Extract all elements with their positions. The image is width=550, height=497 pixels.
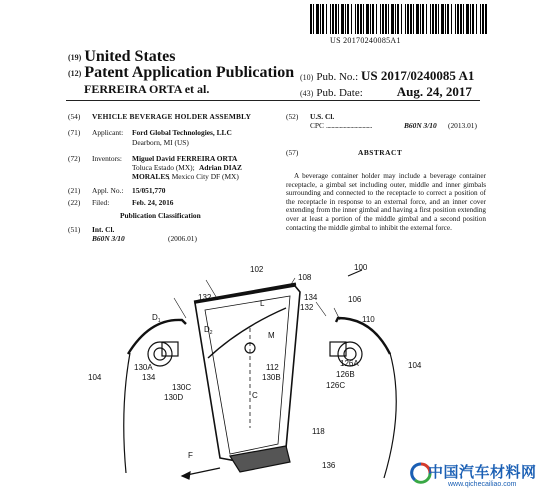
inventor-1-location: Toluca Estado (MX); [132, 163, 195, 172]
label-L: L [260, 299, 265, 308]
barcode-bar [445, 4, 446, 34]
barcode-bar [360, 4, 362, 34]
pubno-line [300, 68, 474, 84]
cpc-year: (2013.01) [448, 121, 477, 130]
cpc-dots: .................................. [326, 121, 372, 130]
barcode-bar [441, 4, 444, 34]
pubno-value: US 2017/0240085 A1 [360, 68, 475, 83]
barcode-bar [388, 4, 389, 34]
uscl-field [286, 112, 486, 132]
appl-no-field [68, 186, 268, 196]
intcl-field [68, 225, 268, 245]
label-108: 108 [298, 273, 312, 282]
barcode-bar [457, 4, 459, 34]
barcode-bar [347, 4, 349, 34]
barcode-bar [432, 4, 434, 34]
cpc-code: B60N 3/10 [404, 121, 437, 130]
barcode-bar [385, 4, 387, 34]
applicant-field [68, 128, 268, 148]
pubtype-name: Patent Application Publication [84, 64, 295, 81]
barcode-bar [447, 4, 449, 34]
panel-right-104 [384, 353, 396, 478]
applicant-tag: (71) [68, 128, 81, 137]
pubdate-line [300, 84, 472, 100]
inventors-field [68, 154, 278, 184]
label-134-left: 134 [142, 373, 156, 382]
filed-label: Filed: [92, 198, 110, 207]
cpc-label: CPC [310, 121, 324, 130]
barcode-bar [413, 4, 414, 34]
patent-figure [90, 258, 470, 486]
intcl-year: (2006.01) [168, 234, 197, 243]
label-134-top: 134 [304, 293, 318, 302]
intcl-label: Int. Cl. [92, 225, 115, 234]
header-rule [66, 100, 480, 101]
receptacle-cup [195, 286, 300, 462]
uscl-tag: (52) [286, 112, 299, 121]
label-130C: 130C [172, 383, 192, 392]
gimbal-left-inner [154, 348, 166, 360]
barcode-bar [335, 4, 337, 34]
label-130D: 130D [164, 393, 184, 402]
pubdate-value: Aug. 24, 2017 [396, 84, 472, 99]
label-D2: $D_2$ [204, 325, 213, 336]
applicant-name: Ford Global Technologies, LLC [132, 128, 232, 137]
label-104-left: 104 [88, 373, 102, 382]
barcode-bar [382, 4, 384, 34]
barcode-bar [357, 4, 359, 34]
appl-value: 15/051,770 [132, 186, 166, 195]
label-104-right: 104 [408, 361, 422, 370]
title-field [68, 112, 268, 122]
barcode-bar [316, 4, 319, 34]
barcode-bar [472, 4, 474, 34]
force-arrowhead [182, 472, 190, 479]
barcode [310, 4, 488, 34]
intcl-tag: (51) [68, 225, 81, 234]
title-tag: (54) [68, 112, 81, 121]
uscl-label: U.S. Cl. [310, 112, 335, 121]
label-132-right: 132 [300, 303, 314, 312]
barcode-bar [380, 4, 381, 34]
label-118: 118 [312, 427, 325, 436]
barcode-bar [407, 4, 409, 34]
barcode-bar [355, 4, 356, 34]
barcode-bar [310, 4, 312, 34]
barcode-bar [322, 4, 324, 34]
barcode-bar [435, 4, 437, 34]
barcode-bar [485, 4, 487, 34]
barcode-bar [455, 4, 456, 34]
barcode-bar [313, 4, 314, 34]
barcode-bar [460, 4, 462, 34]
pubno-label: Pub. No.: [316, 71, 359, 83]
abstract-text: A beverage container holder may include a beverage container receptacle, a gimbal set including outer, middle and inner gimbals surrounding and connected to the receptacle to correct a position of the receptacle in response to an external force, and an inner cover extending from the inner gimbal and having a first position extending over at least a portion of the middle gimbal and a second position contacting the middle gimbal to inhibit the external force. [286, 172, 487, 232]
barcode-bar [363, 4, 364, 34]
invention-title: VEHICLE BEVERAGE HOLDER ASSEMBLY [92, 112, 252, 121]
barcode-bar [397, 4, 399, 34]
classification-heading: Publication Classification [120, 211, 201, 220]
base-weight [230, 446, 290, 472]
barcode-bar [345, 4, 346, 34]
label-130A: 130A [134, 363, 153, 372]
barcode-bar [451, 4, 452, 34]
label-100: 100 [354, 263, 368, 272]
barcode-bar [426, 4, 427, 34]
inventor-2-location: , Mexico City DF (MX) [168, 172, 239, 181]
label-136: 136 [322, 461, 336, 470]
inventor-1-name: Miguel David FERREIRA ORTA [132, 154, 238, 163]
barcode-bar [338, 4, 339, 34]
barcode-bar [422, 4, 424, 34]
filed-tag: (22) [68, 198, 81, 207]
appl-tag: (21) [68, 186, 81, 195]
applicant-label: Applicant: [92, 128, 124, 137]
applicant-city: Dearborn, MI (US) [132, 138, 189, 147]
intcl-code: B60N 3/10 [92, 234, 125, 243]
barcode-bar [370, 4, 371, 34]
pubdate-label: Pub. Date: [316, 87, 363, 99]
label-126B: 126B [336, 370, 355, 379]
country-tag: (19) [68, 52, 82, 62]
barcode-bar [341, 4, 344, 34]
barcode-bar [416, 4, 419, 34]
barcode-bar [405, 4, 406, 34]
barcode-bar [430, 4, 431, 34]
label-106: 106 [348, 295, 362, 304]
barcode-bar [330, 4, 331, 34]
inventor-short: FERREIRA ORTA et al. [84, 82, 210, 96]
label-130B: 130B [262, 373, 281, 382]
pubdate-tag: (43) [300, 88, 314, 98]
barcode-bar [420, 4, 421, 34]
label-126A: 126A [340, 359, 359, 368]
barcode-bar [351, 4, 352, 34]
inventor-2-name-cont: MORALES [132, 172, 170, 181]
barcode-bar [372, 4, 374, 34]
label-132-left: 132 [198, 293, 212, 302]
panel-left-104 [124, 353, 130, 473]
country-name: United States [84, 48, 176, 65]
barcode-bar [482, 4, 484, 34]
label-D1: $D_1$ [152, 313, 161, 324]
watermark-url: www.qichecailiao.com [448, 481, 517, 488]
pubno-tag: (10) [300, 72, 314, 82]
barcode-bar [376, 4, 377, 34]
barcode-bar [326, 4, 327, 34]
label-126C: 126C [326, 381, 346, 390]
barcode-bar [470, 4, 471, 34]
barcode-bar [466, 4, 469, 34]
site-watermark [410, 458, 550, 497]
barcode-bar [476, 4, 477, 34]
barcode-bar [401, 4, 402, 34]
filed-value: Feb. 24, 2016 [132, 198, 174, 207]
barcode-bar [480, 4, 481, 34]
abstract-heading: ABSTRACT [358, 148, 403, 157]
barcode-bar [391, 4, 394, 34]
abstract-tag: (57) [286, 148, 299, 157]
label-102: 102 [250, 265, 264, 274]
watermark-cn-text: 中国汽车材料网 [428, 463, 537, 481]
label-F: F [188, 451, 193, 460]
gimbal-left-block [162, 342, 178, 356]
label-M: M [268, 331, 275, 340]
pubtype-line [68, 64, 294, 82]
inventors-label: Inventors: [92, 154, 122, 163]
appl-label: Appl. No.: [92, 186, 124, 195]
barcode-bar [366, 4, 369, 34]
barcode-bar [410, 4, 412, 34]
barcode-bar [438, 4, 439, 34]
barcode-bar [332, 4, 334, 34]
pubtype-tag: (12) [68, 68, 82, 78]
inventors-tag: (72) [68, 154, 81, 163]
inventor-2-name: Adrian DIAZ [199, 163, 242, 172]
barcode-number: US 20170240085A1 [330, 36, 401, 45]
barcode-bar [320, 4, 321, 34]
label-110: 110 [362, 315, 375, 324]
barcode-bar [395, 4, 396, 34]
label-112: 112 [266, 363, 279, 372]
filed-field [68, 198, 268, 208]
barcode-bar [463, 4, 464, 34]
label-C: C [252, 391, 258, 400]
